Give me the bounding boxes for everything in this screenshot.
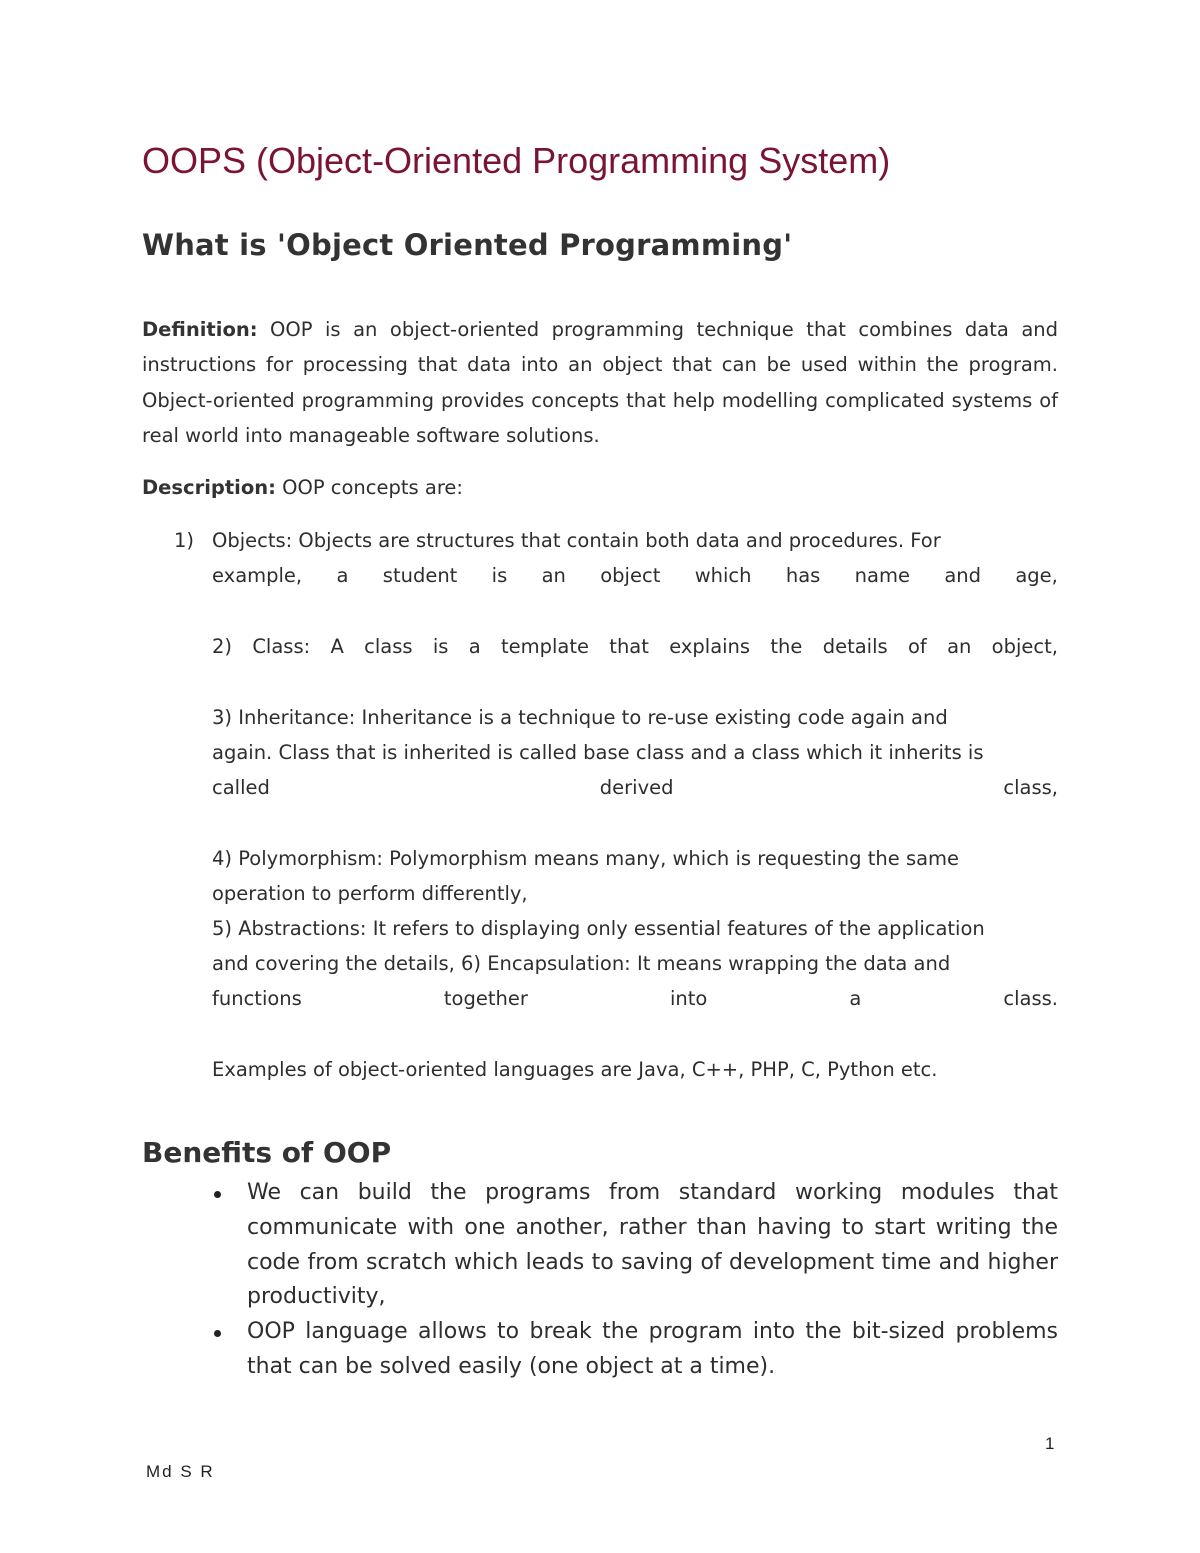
description-label: Description:	[142, 476, 276, 499]
page-number: 1	[1045, 1434, 1055, 1453]
word: class.	[1003, 987, 1058, 1010]
section-heading: What is 'Object Oriented Programming'	[142, 228, 793, 262]
word: a	[336, 564, 349, 587]
word: and	[944, 564, 981, 587]
word: of	[907, 635, 927, 658]
bullet-icon	[214, 1330, 221, 1337]
word: 2)	[212, 635, 233, 658]
word: is	[491, 564, 508, 587]
item-5-line-1-text: 5) Abstractions: It refers to displaying only essential features of the application	[212, 917, 985, 940]
item-4-line-1	[212, 847, 1058, 870]
word: A	[330, 635, 344, 658]
word: a	[849, 987, 862, 1010]
word: explains	[669, 635, 751, 658]
word: that	[609, 635, 649, 658]
item-5-line-3	[212, 987, 1058, 1010]
word: an	[947, 635, 972, 658]
item-4-line-1-text: 4) Polymorphism: Polymorphism means many, which is requesting the same	[212, 847, 960, 870]
word: is	[432, 635, 449, 658]
item-5-line-2	[212, 952, 1058, 975]
description-text: OOP concepts are:	[275, 476, 463, 499]
item-5-line-1	[212, 917, 1058, 940]
bullet-icon	[214, 1191, 221, 1198]
definition-paragraph	[142, 312, 1058, 453]
benefits-heading: Benefits of OOP	[142, 1136, 392, 1169]
word: which	[694, 564, 752, 587]
word: a	[468, 635, 481, 658]
definition-text: OOP is an object-oriented programming technique that combines data and instructions for processing that data into an object that can be used within the program. Object-oriented programming provides concepts that help modelling complicated systems of real world into manageable software solutions.	[142, 318, 1058, 447]
item-3-line-1	[212, 706, 1058, 729]
word: derived	[599, 776, 674, 799]
word: into	[669, 987, 708, 1010]
item-1-line-1-text: Objects: Objects are structures that contain both data and procedures. For	[212, 529, 941, 552]
word: details	[822, 635, 888, 658]
item-5-line-2-text: and covering the details, 6) Encapsulation: It means wrapping the data and	[212, 952, 951, 975]
word: an	[541, 564, 566, 587]
item-3-line-1-text: 3) Inheritance: Inheritance is a technique to re-use existing code again and	[212, 706, 948, 729]
word: object	[600, 564, 661, 587]
word: name	[854, 564, 910, 587]
item-1-marker: 1)	[174, 529, 195, 552]
word: Class:	[252, 635, 311, 658]
word: object,	[991, 635, 1058, 658]
document-title: OOPS (Object-Oriented Programming System)	[142, 140, 891, 181]
word: student	[382, 564, 458, 587]
word: called	[212, 776, 270, 799]
item-3-line-2	[212, 741, 1058, 764]
item-2-line	[212, 635, 1058, 658]
word: together	[443, 987, 528, 1010]
author-footer: Md S R	[146, 1462, 215, 1481]
item-1-line-1	[212, 529, 1058, 552]
word: class	[364, 635, 413, 658]
word: has	[785, 564, 821, 587]
examples-text: Examples of object-oriented languages are Java, C++, PHP, C, Python etc.	[212, 1058, 938, 1081]
item-1-line-2	[212, 564, 1058, 587]
benefit-item-1: We can build the programs from standard working modules that communicate with one another, rather than having to start writing the code from scratch which leads to saving of development time and higher productivity,	[247, 1180, 1058, 1310]
benefit-item-2: OOP language allows to break the program into the bit-sized problems that can be solved easily (one object at a time).	[247, 1319, 1058, 1379]
description-paragraph	[142, 470, 1058, 505]
item-3-line-2-text: again. Class that is inherited is called base class and a class which it inherits is	[212, 741, 984, 764]
word: template	[500, 635, 589, 658]
definition-label: Definition:	[142, 318, 258, 341]
item-4-line-2: operation to perform differently,	[212, 882, 528, 905]
item-3-line-3	[212, 776, 1058, 799]
word: functions	[212, 987, 302, 1010]
word: example,	[212, 564, 303, 587]
word: the	[770, 635, 803, 658]
word: age,	[1015, 564, 1058, 587]
word: class,	[1003, 776, 1058, 799]
